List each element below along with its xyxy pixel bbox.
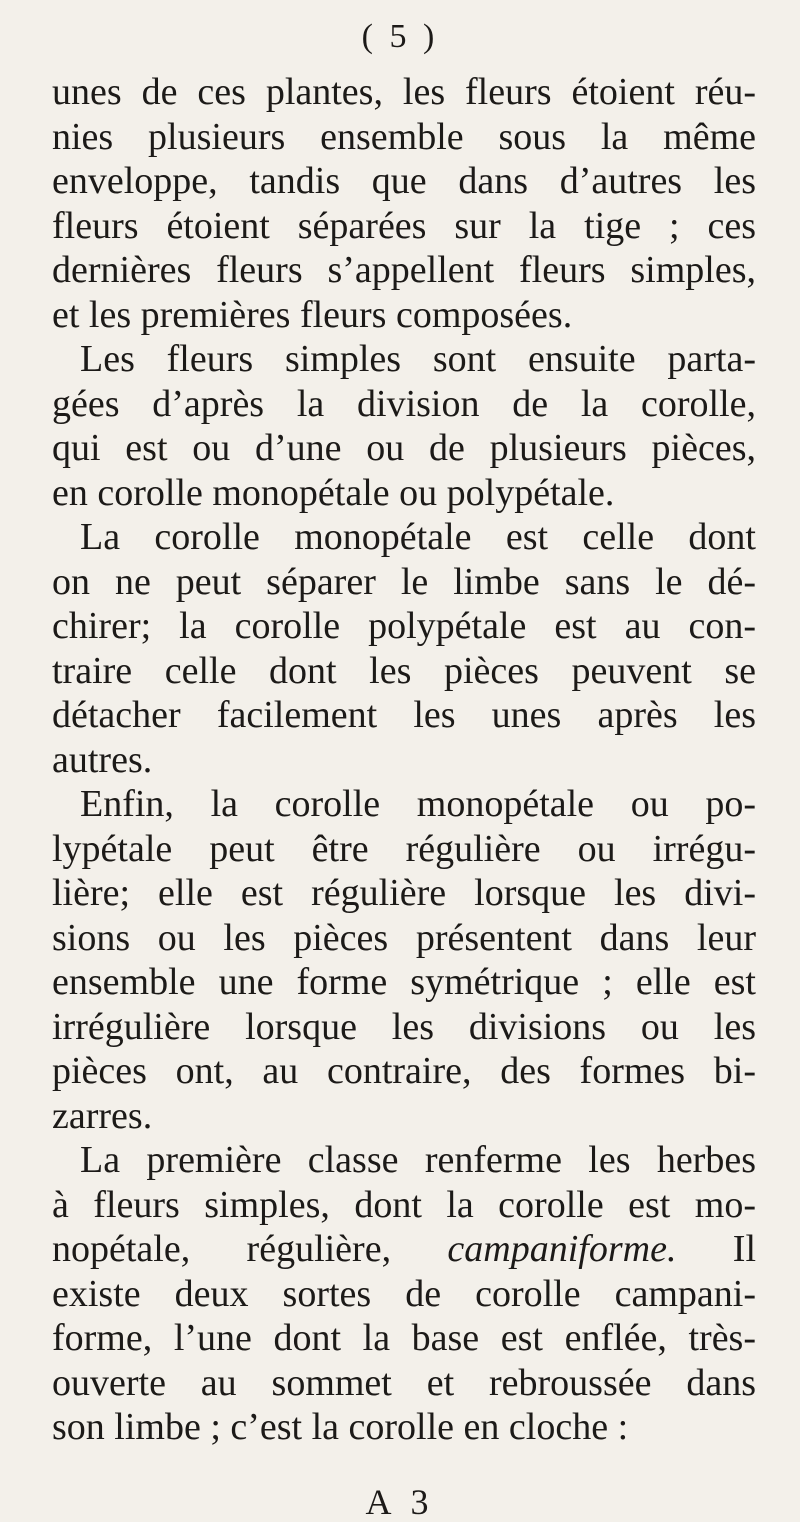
text-line: irrégulière lorsque les divisions ou les — [52, 1005, 756, 1048]
italic-term: campaniforme. — [447, 1228, 677, 1270]
text-line: La corolle monopétale est celle dont — [80, 516, 756, 558]
text-line: lière; elle est régulière lorsque les divi- — [52, 872, 756, 914]
text-line-with-italic — [52, 1227, 756, 1272]
text-line: en corolle monopétale ou polypétale. — [52, 471, 615, 514]
text-segment: Il — [732, 1228, 757, 1270]
text-line: existe deux sortes de corolle campani- — [52, 1272, 756, 1315]
text-line: Enfin, la corolle monopétale ou po- — [80, 783, 756, 825]
text-line: Les fleurs simples sont ensuite parta- — [80, 338, 756, 380]
text-line: autres. — [52, 738, 153, 781]
text-line: dernières fleurs s’appellent fleurs simples, — [52, 249, 756, 291]
signature-mark: A 3 — [365, 1482, 435, 1522]
text-segment: nopétale, régulière, — [52, 1228, 392, 1270]
text-line: pièces ont, au contraire, des formes bi- — [52, 1050, 756, 1092]
text-line: qui est ou d’une ou de plusieurs pièces, — [52, 427, 756, 469]
text-line: unes de ces plantes, les fleurs étoient réu- — [52, 71, 756, 113]
body-text — [52, 70, 756, 1450]
text-line: ouverte au sommet et rebroussée dans — [52, 1361, 756, 1404]
text-line: lypétale peut être régulière ou irrégu- — [52, 827, 756, 870]
text-line: sions ou les pièces présentent dans leur — [52, 916, 756, 959]
text-line: traire celle dont les pièces peuvent se — [52, 649, 756, 692]
text-line: et les premières fleurs composées. — [52, 293, 573, 336]
page-number: ( 5 ) — [361, 18, 439, 55]
text-line: La première classe renferme les herbes — [80, 1139, 756, 1181]
text-line: son limbe ; c’est la corolle en cloche : — [52, 1406, 629, 1448]
text-line: forme, l’une dont la base est enflée, très- — [52, 1317, 756, 1359]
text-line: enveloppe, tandis que dans d’autres les — [52, 160, 756, 202]
text-line: on ne peut séparer le limbe sans le dé- — [52, 560, 756, 603]
text-line: chirer; la corolle polypétale est au con- — [52, 605, 756, 647]
text-line: ensemble une forme symétrique ; elle est — [52, 961, 756, 1003]
text-line: à fleurs simples, dont la corolle est mo- — [52, 1183, 756, 1226]
text-line: fleurs étoient séparées sur la tige ; ces — [52, 204, 756, 247]
text-line: zarres. — [52, 1094, 153, 1137]
text-line: détacher facilement les unes après les — [52, 694, 756, 736]
text-line: gées d’après la division de la corolle, — [52, 382, 756, 425]
text-line: nies plusieurs ensemble sous la même — [52, 115, 756, 158]
